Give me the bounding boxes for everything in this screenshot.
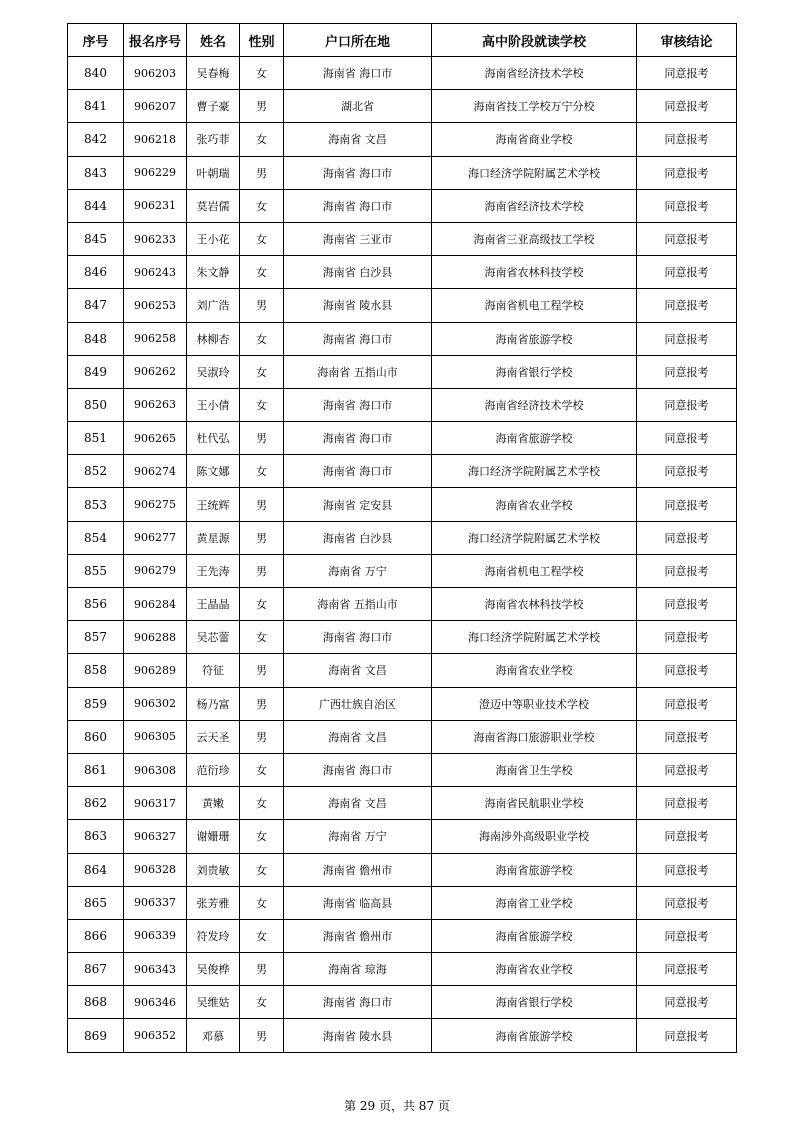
cell-reg-no: 906253 xyxy=(124,289,187,322)
table-row xyxy=(68,57,737,90)
cell-reg-no: 906229 xyxy=(124,156,187,189)
cell-gender: 女 xyxy=(240,222,284,255)
cell-seq: 857 xyxy=(68,621,124,654)
cell-school: 海南省农业学校 xyxy=(432,654,637,687)
cell-school: 海南省旅游学校 xyxy=(432,919,637,952)
table-row xyxy=(68,953,737,986)
cell-residence: 海南省 万宁 xyxy=(284,820,432,853)
table-row xyxy=(68,853,737,886)
cell-name: 谢姗珊 xyxy=(187,820,240,853)
cell-school: 海南省农业学校 xyxy=(432,488,637,521)
cell-reg-no: 906317 xyxy=(124,787,187,820)
cell-seq: 858 xyxy=(68,654,124,687)
cell-residence: 海南省 海口市 xyxy=(284,57,432,90)
cell-reg-no: 906288 xyxy=(124,621,187,654)
cell-reg-no: 906328 xyxy=(124,853,187,886)
cell-school: 海南省商业学校 xyxy=(432,123,637,156)
cell-gender: 男 xyxy=(240,720,284,753)
cell-residence: 海南省 白沙县 xyxy=(284,521,432,554)
table-row xyxy=(68,189,737,222)
cell-review-result: 同意报考 xyxy=(637,953,737,986)
cell-name: 符征 xyxy=(187,654,240,687)
cell-review-result: 同意报考 xyxy=(637,521,737,554)
cell-review-result: 同意报考 xyxy=(637,621,737,654)
cell-residence: 海南省 五指山市 xyxy=(284,355,432,388)
cell-school: 海南省农业学校 xyxy=(432,953,637,986)
cell-residence: 广西壮族自治区 xyxy=(284,687,432,720)
cell-name: 王晶晶 xyxy=(187,588,240,621)
table-row xyxy=(68,156,737,189)
cell-school: 海南省民航职业学校 xyxy=(432,787,637,820)
cell-gender: 男 xyxy=(240,554,284,587)
cell-seq: 845 xyxy=(68,222,124,255)
table-row xyxy=(68,720,737,753)
cell-school: 海南省技工学校万宁分校 xyxy=(432,90,637,123)
cell-name: 王先涛 xyxy=(187,554,240,587)
cell-gender: 女 xyxy=(240,853,284,886)
cell-seq: 844 xyxy=(68,189,124,222)
cell-review-result: 同意报考 xyxy=(637,388,737,421)
cell-reg-no: 906343 xyxy=(124,953,187,986)
cell-name: 莫岩儒 xyxy=(187,189,240,222)
cell-residence: 海南省 临高县 xyxy=(284,886,432,919)
cell-name: 张芳雅 xyxy=(187,886,240,919)
table-row xyxy=(68,289,737,322)
cell-school: 海南省卫生学校 xyxy=(432,753,637,786)
cell-reg-no: 906308 xyxy=(124,753,187,786)
cell-school: 海口经济学院附属艺术学校 xyxy=(432,455,637,488)
cell-seq: 865 xyxy=(68,886,124,919)
cell-review-result: 同意报考 xyxy=(637,455,737,488)
cell-name: 邓慕 xyxy=(187,1019,240,1052)
cell-gender: 男 xyxy=(240,687,284,720)
cell-gender: 女 xyxy=(240,787,284,820)
cell-school: 海南省经济技术学校 xyxy=(432,388,637,421)
cell-seq: 856 xyxy=(68,588,124,621)
cell-residence: 海南省 海口市 xyxy=(284,986,432,1019)
cell-school: 海南省机电工程学校 xyxy=(432,554,637,587)
page-number: 第 29 页，共 87 页 xyxy=(344,1099,450,1113)
cell-school: 海南省旅游学校 xyxy=(432,322,637,355)
cell-gender: 女 xyxy=(240,753,284,786)
table-row xyxy=(68,820,737,853)
cell-review-result: 同意报考 xyxy=(637,654,737,687)
cell-name: 吴维姑 xyxy=(187,986,240,1019)
cell-reg-no: 906337 xyxy=(124,886,187,919)
table-row xyxy=(68,322,737,355)
header-review-result: 审核结论 xyxy=(637,24,737,57)
cell-gender: 男 xyxy=(240,90,284,123)
cell-school: 海南省经济技术学校 xyxy=(432,189,637,222)
table-row xyxy=(68,488,737,521)
cell-review-result: 同意报考 xyxy=(637,753,737,786)
cell-residence: 海南省 海口市 xyxy=(284,753,432,786)
cell-name: 刘广浩 xyxy=(187,289,240,322)
cell-name: 曹子豪 xyxy=(187,90,240,123)
cell-school: 海南省旅游学校 xyxy=(432,1019,637,1052)
table-row xyxy=(68,355,737,388)
cell-reg-no: 906233 xyxy=(124,222,187,255)
cell-residence: 海南省 万宁 xyxy=(284,554,432,587)
cell-seq: 846 xyxy=(68,256,124,289)
cell-school: 海南涉外高级职业学校 xyxy=(432,820,637,853)
header-gender: 性别 xyxy=(240,24,284,57)
cell-school: 海口经济学院附属艺术学校 xyxy=(432,621,637,654)
cell-reg-no: 906279 xyxy=(124,554,187,587)
cell-school: 海南省银行学校 xyxy=(432,355,637,388)
cell-gender: 女 xyxy=(240,621,284,654)
cell-review-result: 同意报考 xyxy=(637,322,737,355)
cell-name: 黄星源 xyxy=(187,521,240,554)
cell-residence: 海南省 三亚市 xyxy=(284,222,432,255)
cell-reg-no: 906305 xyxy=(124,720,187,753)
cell-school: 海南省银行学校 xyxy=(432,986,637,1019)
cell-name: 吴俊桦 xyxy=(187,953,240,986)
cell-name: 陈文娜 xyxy=(187,455,240,488)
cell-reg-no: 906302 xyxy=(124,687,187,720)
header-residence: 户口所在地 xyxy=(284,24,432,57)
cell-residence: 海南省 海口市 xyxy=(284,322,432,355)
cell-seq: 847 xyxy=(68,289,124,322)
cell-review-result: 同意报考 xyxy=(637,820,737,853)
cell-review-result: 同意报考 xyxy=(637,853,737,886)
cell-residence: 海南省 文昌 xyxy=(284,654,432,687)
table-row xyxy=(68,554,737,587)
cell-gender: 女 xyxy=(240,57,284,90)
cell-seq: 869 xyxy=(68,1019,124,1052)
cell-seq: 848 xyxy=(68,322,124,355)
cell-seq: 849 xyxy=(68,355,124,388)
cell-reg-no: 906243 xyxy=(124,256,187,289)
header-reg-no: 报名序号 xyxy=(124,24,187,57)
cell-gender: 女 xyxy=(240,322,284,355)
cell-residence: 海南省 陵水县 xyxy=(284,289,432,322)
header-school: 高中阶段就读学校 xyxy=(432,24,637,57)
student-list-table xyxy=(67,23,737,1053)
cell-seq: 840 xyxy=(68,57,124,90)
cell-seq: 853 xyxy=(68,488,124,521)
cell-review-result: 同意报考 xyxy=(637,554,737,587)
cell-name: 张巧菲 xyxy=(187,123,240,156)
table-header-row xyxy=(68,24,737,57)
cell-review-result: 同意报考 xyxy=(637,886,737,919)
cell-name: 符发玲 xyxy=(187,919,240,952)
cell-reg-no: 906346 xyxy=(124,986,187,1019)
table-body xyxy=(68,57,737,1053)
cell-school: 海南省机电工程学校 xyxy=(432,289,637,322)
cell-name: 朱文静 xyxy=(187,256,240,289)
cell-residence: 海南省 陵水县 xyxy=(284,1019,432,1052)
cell-seq: 842 xyxy=(68,123,124,156)
table-row xyxy=(68,986,737,1019)
cell-residence: 海南省 海口市 xyxy=(284,189,432,222)
cell-gender: 女 xyxy=(240,588,284,621)
cell-seq: 841 xyxy=(68,90,124,123)
cell-name: 王小倩 xyxy=(187,388,240,421)
cell-seq: 861 xyxy=(68,753,124,786)
cell-name: 黄嫩 xyxy=(187,787,240,820)
cell-seq: 866 xyxy=(68,919,124,952)
cell-gender: 女 xyxy=(240,886,284,919)
cell-name: 吴春梅 xyxy=(187,57,240,90)
cell-residence: 海南省 海口市 xyxy=(284,156,432,189)
cell-reg-no: 906207 xyxy=(124,90,187,123)
cell-school: 海南省工业学校 xyxy=(432,886,637,919)
cell-seq: 843 xyxy=(68,156,124,189)
cell-gender: 男 xyxy=(240,289,284,322)
cell-name: 范衍珍 xyxy=(187,753,240,786)
cell-review-result: 同意报考 xyxy=(637,422,737,455)
cell-school: 海口经济学院附属艺术学校 xyxy=(432,521,637,554)
cell-gender: 女 xyxy=(240,919,284,952)
cell-school: 海南省经济技术学校 xyxy=(432,57,637,90)
cell-seq: 863 xyxy=(68,820,124,853)
cell-gender: 女 xyxy=(240,355,284,388)
cell-residence: 海南省 海口市 xyxy=(284,388,432,421)
cell-name: 叶朝瑞 xyxy=(187,156,240,189)
cell-residence: 海南省 琼海 xyxy=(284,953,432,986)
cell-gender: 女 xyxy=(240,986,284,1019)
cell-residence: 海南省 海口市 xyxy=(284,422,432,455)
cell-gender: 女 xyxy=(240,123,284,156)
cell-review-result: 同意报考 xyxy=(637,256,737,289)
cell-seq: 868 xyxy=(68,986,124,1019)
header-seq: 序号 xyxy=(68,24,124,57)
table-row xyxy=(68,256,737,289)
cell-review-result: 同意报考 xyxy=(637,355,737,388)
cell-seq: 867 xyxy=(68,953,124,986)
table-row xyxy=(68,588,737,621)
table-row xyxy=(68,753,737,786)
cell-residence: 海南省 定安县 xyxy=(284,488,432,521)
cell-name: 杜代弘 xyxy=(187,422,240,455)
table-row xyxy=(68,621,737,654)
cell-review-result: 同意报考 xyxy=(637,986,737,1019)
cell-review-result: 同意报考 xyxy=(637,123,737,156)
table-row xyxy=(68,1019,737,1052)
header-name: 姓名 xyxy=(187,24,240,57)
cell-seq: 854 xyxy=(68,521,124,554)
cell-gender: 女 xyxy=(240,820,284,853)
table-row xyxy=(68,787,737,820)
table-row xyxy=(68,521,737,554)
table-row xyxy=(68,455,737,488)
cell-gender: 男 xyxy=(240,1019,284,1052)
table-row xyxy=(68,654,737,687)
cell-seq: 850 xyxy=(68,388,124,421)
cell-seq: 862 xyxy=(68,787,124,820)
cell-school: 海口经济学院附属艺术学校 xyxy=(432,156,637,189)
cell-gender: 女 xyxy=(240,189,284,222)
cell-review-result: 同意报考 xyxy=(637,57,737,90)
cell-review-result: 同意报考 xyxy=(637,90,737,123)
cell-reg-no: 906339 xyxy=(124,919,187,952)
cell-review-result: 同意报考 xyxy=(637,156,737,189)
cell-residence: 海南省 儋州市 xyxy=(284,919,432,952)
cell-gender: 女 xyxy=(240,256,284,289)
cell-seq: 852 xyxy=(68,455,124,488)
cell-seq: 860 xyxy=(68,720,124,753)
cell-review-result: 同意报考 xyxy=(637,720,737,753)
cell-residence: 海南省 海口市 xyxy=(284,621,432,654)
cell-gender: 女 xyxy=(240,388,284,421)
cell-school: 海南省旅游学校 xyxy=(432,422,637,455)
cell-review-result: 同意报考 xyxy=(637,1019,737,1052)
cell-residence: 湖北省 xyxy=(284,90,432,123)
cell-review-result: 同意报考 xyxy=(637,787,737,820)
cell-residence: 海南省 文昌 xyxy=(284,123,432,156)
table-row xyxy=(68,388,737,421)
cell-name: 云天圣 xyxy=(187,720,240,753)
cell-residence: 海南省 海口市 xyxy=(284,455,432,488)
table-row xyxy=(68,222,737,255)
cell-name: 王小花 xyxy=(187,222,240,255)
cell-residence: 海南省 五指山市 xyxy=(284,588,432,621)
cell-review-result: 同意报考 xyxy=(637,919,737,952)
cell-name: 林柳杏 xyxy=(187,322,240,355)
table-row xyxy=(68,886,737,919)
cell-seq: 859 xyxy=(68,687,124,720)
cell-name: 杨乃富 xyxy=(187,687,240,720)
cell-residence: 海南省 儋州市 xyxy=(284,853,432,886)
cell-school: 澄迈中等职业技术学校 xyxy=(432,687,637,720)
cell-gender: 女 xyxy=(240,455,284,488)
cell-reg-no: 906263 xyxy=(124,388,187,421)
cell-reg-no: 906277 xyxy=(124,521,187,554)
cell-seq: 851 xyxy=(68,422,124,455)
cell-name: 刘贵敏 xyxy=(187,853,240,886)
cell-reg-no: 906203 xyxy=(124,57,187,90)
cell-gender: 男 xyxy=(240,654,284,687)
cell-reg-no: 906262 xyxy=(124,355,187,388)
cell-review-result: 同意报考 xyxy=(637,289,737,322)
cell-school: 海南省三亚高级技工学校 xyxy=(432,222,637,255)
cell-reg-no: 906284 xyxy=(124,588,187,621)
cell-name: 吴淑玲 xyxy=(187,355,240,388)
cell-reg-no: 906218 xyxy=(124,123,187,156)
cell-reg-no: 906258 xyxy=(124,322,187,355)
cell-school: 海南省农林科技学校 xyxy=(432,256,637,289)
cell-name: 吴芯蕾 xyxy=(187,621,240,654)
cell-reg-no: 906265 xyxy=(124,422,187,455)
table-row xyxy=(68,919,737,952)
cell-review-result: 同意报考 xyxy=(637,488,737,521)
cell-name: 王统辉 xyxy=(187,488,240,521)
cell-reg-no: 906352 xyxy=(124,1019,187,1052)
cell-school: 海南省农林科技学校 xyxy=(432,588,637,621)
table-row xyxy=(68,687,737,720)
cell-reg-no: 906274 xyxy=(124,455,187,488)
cell-residence: 海南省 白沙县 xyxy=(284,256,432,289)
cell-gender: 男 xyxy=(240,953,284,986)
cell-gender: 男 xyxy=(240,488,284,521)
cell-reg-no: 906231 xyxy=(124,189,187,222)
cell-review-result: 同意报考 xyxy=(637,222,737,255)
cell-review-result: 同意报考 xyxy=(637,588,737,621)
cell-residence: 海南省 文昌 xyxy=(284,720,432,753)
cell-reg-no: 906275 xyxy=(124,488,187,521)
cell-gender: 男 xyxy=(240,156,284,189)
cell-residence: 海南省 文昌 xyxy=(284,787,432,820)
cell-seq: 855 xyxy=(68,554,124,587)
cell-seq: 864 xyxy=(68,853,124,886)
cell-gender: 男 xyxy=(240,422,284,455)
cell-reg-no: 906289 xyxy=(124,654,187,687)
cell-school: 海南省海口旅游职业学校 xyxy=(432,720,637,753)
cell-review-result: 同意报考 xyxy=(637,687,737,720)
cell-review-result: 同意报考 xyxy=(637,189,737,222)
table-row xyxy=(68,422,737,455)
cell-school: 海南省旅游学校 xyxy=(432,853,637,886)
cell-gender: 男 xyxy=(240,521,284,554)
table-row xyxy=(68,123,737,156)
table-row xyxy=(68,90,737,123)
cell-reg-no: 906327 xyxy=(124,820,187,853)
